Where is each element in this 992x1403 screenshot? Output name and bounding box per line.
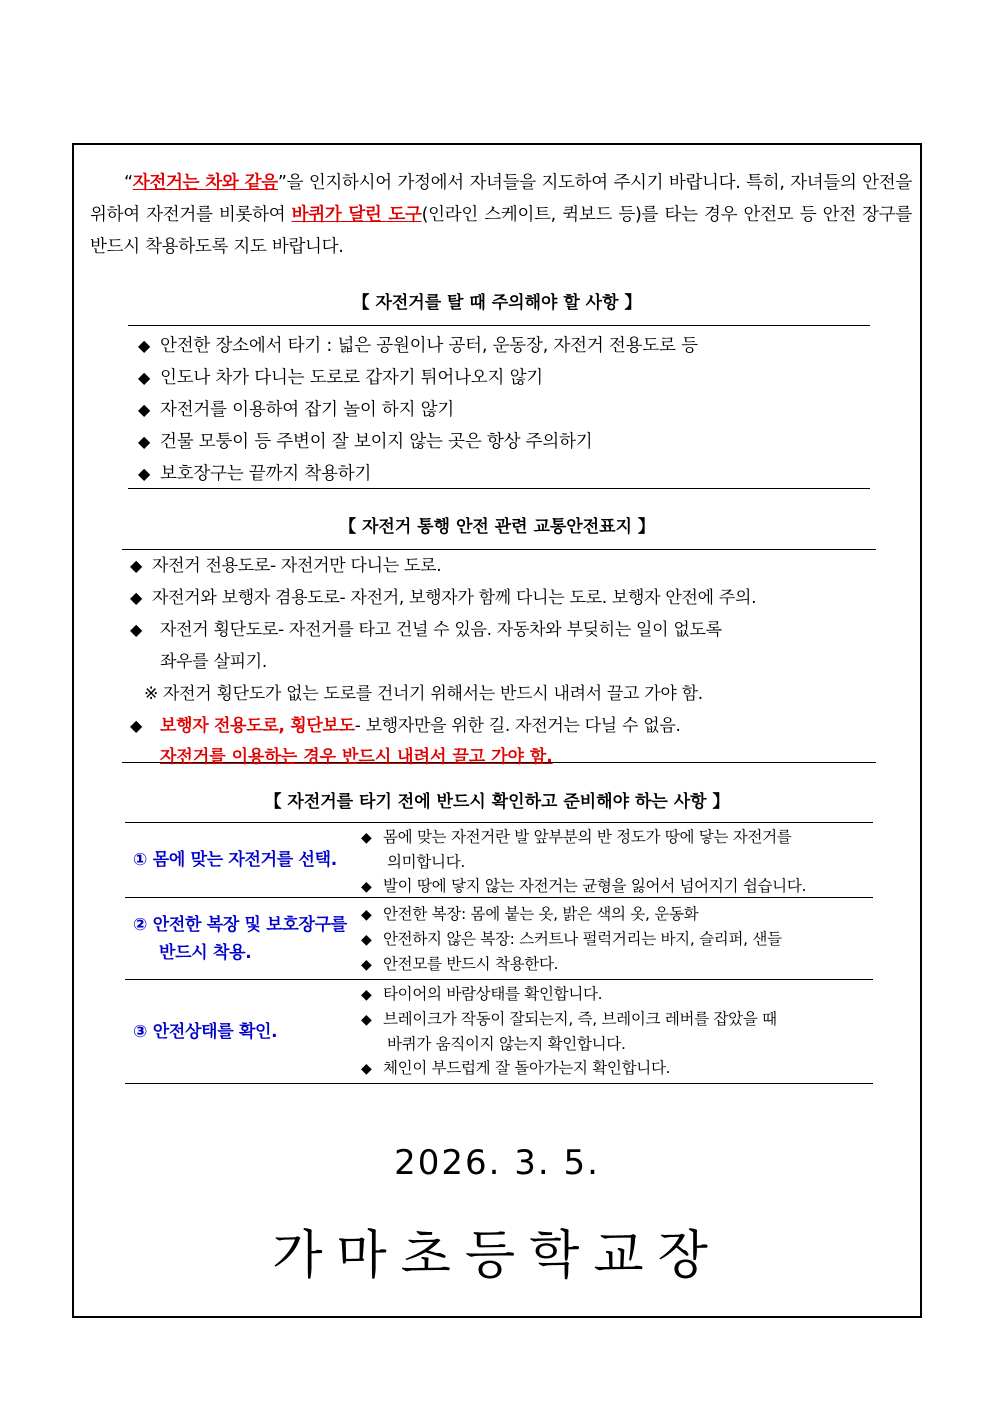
checklist-table [125, 822, 873, 1084]
diamond-bullet-icon: ◆ [361, 987, 372, 1003]
diamond-bullet-icon: ◆ [138, 368, 151, 387]
diamond-bullet-icon: ◆ [138, 400, 151, 419]
row-text: 몸에 맞는 자전거란 발 앞부분의 반 정도가 땅에 닿는 자전거를 [383, 828, 792, 846]
table-row [125, 823, 873, 897]
row-content [361, 898, 873, 980]
close-quote: ” [277, 173, 287, 193]
list-item-text: 자전거를 이용하여 잡기 놀이 하지 않기 [160, 400, 455, 420]
document-date: 2026. 3. 5. [394, 1143, 600, 1183]
diamond-bullet-icon: ◆ [361, 830, 372, 846]
row-line [361, 927, 873, 952]
note: ※ 자전거 횡단도가 없는 도로를 건너기 위해서는 반드시 내려서 끌고 가야 함. [144, 684, 703, 704]
list-item-text: 보호장구는 끝까지 착용하기 [160, 464, 372, 484]
row-text: 안전한 복장: 몸에 붙는 옷, 밝은 색의 옷, 운동화 [383, 905, 699, 923]
row-text: 안전모를 반드시 착용한다. [383, 955, 559, 973]
row-line [361, 902, 873, 927]
section1-list [128, 325, 870, 489]
row-text: 브레이크가 작동이 잘되는지, 즉, 브레이크 레버를 잡았을 때 [383, 1010, 777, 1028]
diamond-bullet-icon: ◆ [138, 464, 151, 483]
row-text: 바퀴가 움직이지 않는지 확인합니다. [387, 1035, 626, 1053]
section1-title: 【 자전거를 탈 때 주의해야 할 사항 】 [352, 293, 642, 313]
section2-list [122, 549, 876, 767]
intro-paragraph [90, 167, 912, 263]
row-line [361, 1007, 873, 1032]
list-item-text: 건물 모퉁이 등 주변이 잘 보이지 않는 곳은 항상 주의하기 [160, 432, 593, 452]
diamond-bullet-icon: ◆ [361, 957, 372, 973]
row-line [361, 825, 873, 850]
list-item-text: 자전거 전용도로- 자전거만 다니는 도로. [152, 556, 442, 576]
row-content [361, 980, 873, 1084]
diamond-bullet-icon: ◆ [361, 907, 372, 923]
row-label [125, 898, 361, 980]
list-item-red-text: 보행자 전용도로, 횡단보도 [160, 716, 355, 736]
list-item-warning: 자전거를 이용하는 경우 반드시 내려서 끌고 가야 함. [160, 747, 553, 767]
diamond-bullet-icon: ◆ [361, 1012, 372, 1028]
list-item [128, 330, 870, 362]
row-line [361, 982, 873, 1007]
diamond-bullet-icon: ◆ [138, 432, 151, 451]
list-item [122, 550, 876, 582]
list-item-text: 인도나 차가 다니는 도로로 갑자기 튀어나오지 않기 [160, 368, 543, 388]
list-item [128, 458, 870, 490]
list-item [122, 614, 876, 646]
list-item-continuation: 좌우를 살피기. [160, 652, 267, 672]
row-line [361, 952, 873, 977]
intro-highlight-bicycle-is-car: 자전거는 차와 같음 [132, 173, 278, 193]
row-text: 타이어의 바람상태를 확인합니다. [383, 985, 603, 1003]
diamond-bullet-icon: ◆ [130, 556, 143, 575]
table-row [125, 897, 873, 980]
list-item [128, 426, 870, 458]
row-label-line: 반드시 착용. [159, 943, 252, 963]
diamond-bullet-icon: ◆ [138, 336, 151, 355]
intro-highlight-wheeled-tools: 바퀴가 달린 도구 [291, 205, 422, 225]
diamond-bullet-icon: ◆ [361, 1061, 372, 1077]
diamond-bullet-icon: ◆ [361, 879, 372, 895]
row-line [361, 874, 873, 899]
list-item-text: 자전거 횡단도로- 자전거를 타고 건널 수 있음. 자동차와 부딪히는 일이 없도록 [160, 620, 722, 640]
list-item [128, 362, 870, 394]
list-item [128, 394, 870, 426]
section3-title: 【 자전거를 타기 전에 반드시 확인하고 준비해야 하는 사항 】 [264, 792, 730, 812]
diamond-bullet-icon: ◆ [130, 716, 143, 735]
diamond-bullet-icon: ◆ [361, 932, 372, 948]
list-item-text: - 보행자만을 위한 길. 자전거는 다닐 수 없음. [354, 716, 681, 736]
list-item [122, 582, 876, 614]
row-label-lines [133, 911, 347, 967]
row-text: 의미합니다. [387, 853, 465, 871]
intro-text-1: 을 인지하시어 가정에서 자녀들을 지도하여 주시기 바랍니다. 특히, 자녀들의 안전을 위하여 자전거를 비롯하여 [90, 173, 912, 225]
list-item [122, 710, 876, 742]
intro-text-2: (인라인 스케이트, 퀵보드 등)를 타는 경우 안전모 등 안전 장구를 반드시 착용하도록 지도 바랍니다. [90, 205, 912, 257]
diamond-bullet-icon: ◆ [130, 588, 143, 607]
row-content [361, 823, 873, 897]
row-label: ① 몸에 맞는 자전거를 선택. [133, 850, 337, 870]
row-text: 안전하지 않은 복장: 스커트나 펄럭거리는 바지, 슬리퍼, 샌들 [383, 930, 782, 948]
row-text: 발이 땅에 닿지 않는 자전거는 균형을 잃어서 넘어지기 쉽습니다. [383, 877, 807, 895]
row-label: ③ 안전상태를 확인. [133, 1022, 278, 1042]
list-item-text: 자전거와 보행자 겸용도로- 자전거, 보행자가 함께 다니는 도로. 보행자 안전에 주의. [152, 588, 757, 608]
row-line [361, 1056, 873, 1081]
section2-title: 【 자전거 통행 안전 관련 교통안전표지 】 [339, 517, 655, 537]
diamond-bullet-icon: ◆ [130, 620, 143, 639]
table-row [125, 979, 873, 1084]
list-item-text: 안전한 장소에서 타기 : 넓은 공원이나 공터, 운동장, 자전거 전용도로 등 [160, 336, 698, 356]
row-text: 체인이 부드럽게 잘 돌아가는지 확인합니다. [383, 1059, 671, 1077]
open-quote: “ [124, 173, 133, 193]
school-principal-signature: 가마초등학교장 [272, 1226, 722, 1286]
document-frame [72, 143, 922, 1318]
row-label-line: ② 안전한 복장 및 보호장구를 [133, 915, 347, 935]
